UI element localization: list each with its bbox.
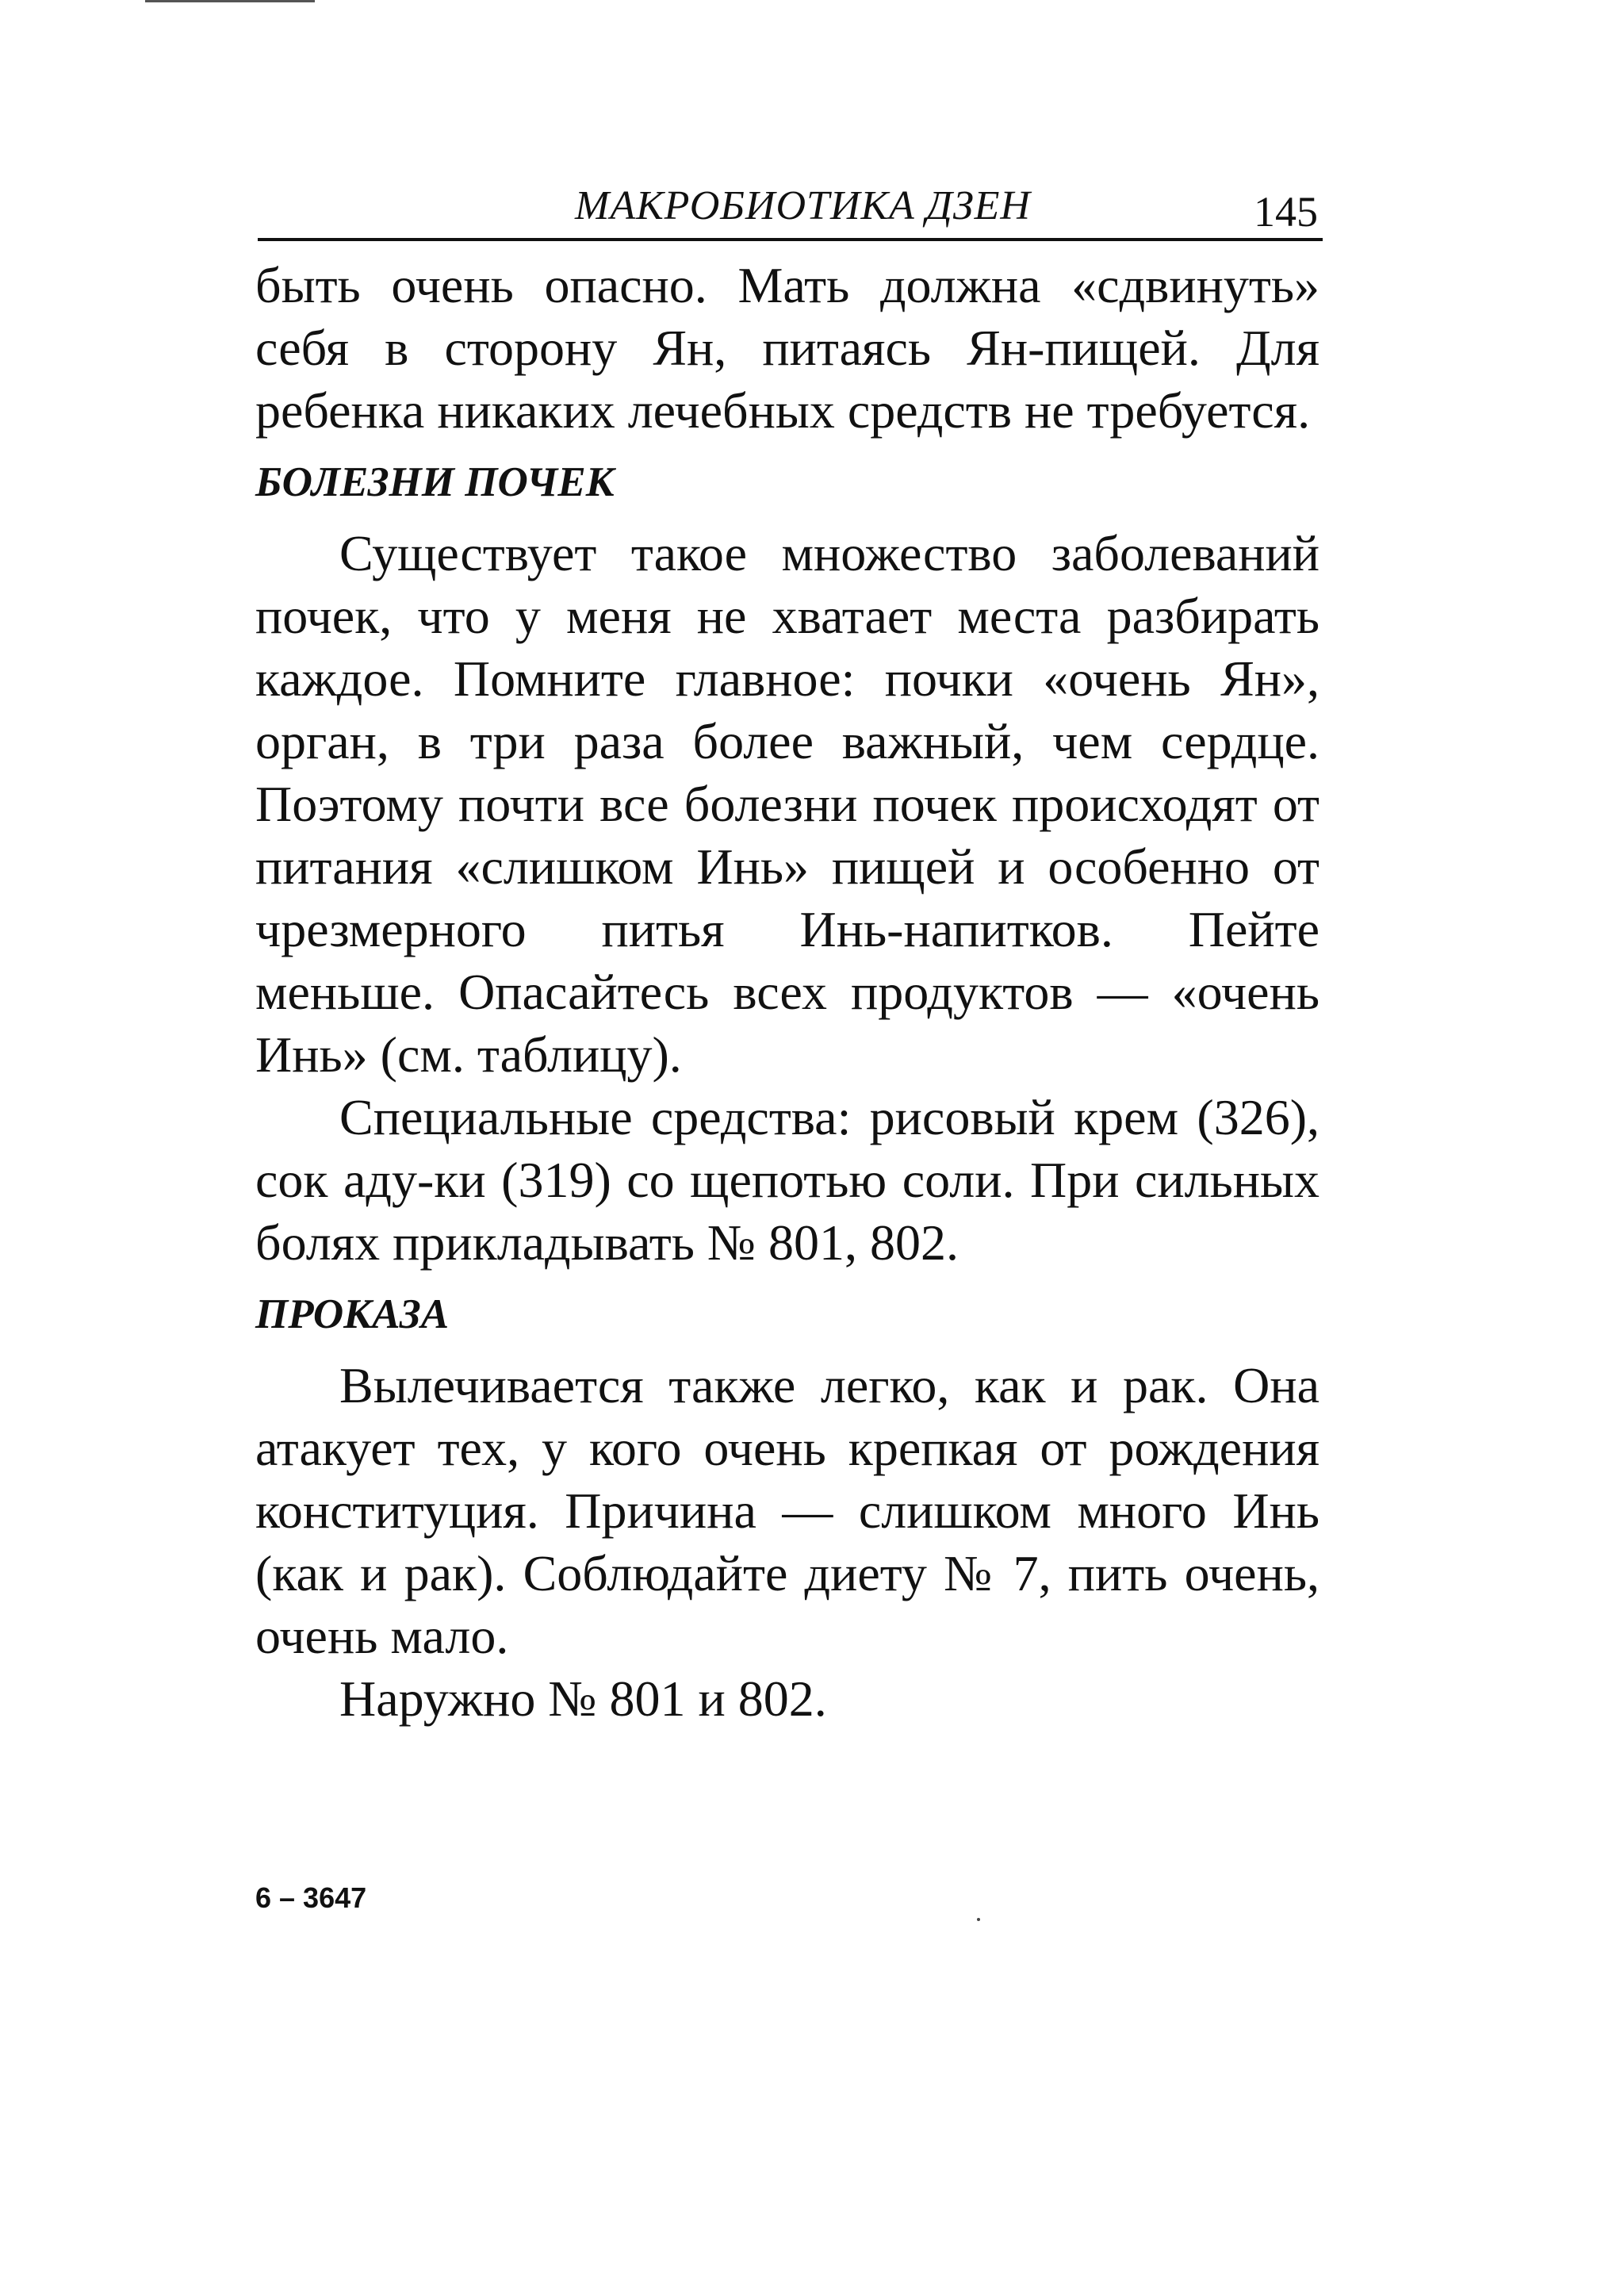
scan-speck xyxy=(977,1918,980,1921)
kidney-paragraph-1: Существует такое множество заболеваний почек, что у меня не хватает места разбирать каждое. Помните главное: почки «очень Ян», орган, в три раза более важный, чем сердце. Поэтому почти все болезни почек происходят от питания «слишком Инь» пищей и особенно от чрезмерного питья Инь-напитков. Пейте меньше. Опасайтесь всех продуктов — «очень Инь» (см. таблицу). xyxy=(255,525,1320,1083)
continued-paragraph: быть очень опасно. Мать должна «сдвинуть» себя в сторону Ян, питаясь Ян-пищей. Для ребенка никаких лечебных средств не требуется. xyxy=(255,257,1320,439)
leprosy-paragraph-1: Вылечивается также легко, как и рак. Она атакует тех, у кого очень крепкая от рождения конституция. Причина — слишком много Инь (как и рак). Соблюдайте диету № 7, пить очень, очень мало. xyxy=(255,1357,1320,1664)
top-edge-rule xyxy=(145,0,315,2)
section-heading-kidney: БОЛЕЗНИ ПОЧЕК xyxy=(255,459,615,505)
section-heading-leprosy: ПРОКАЗА xyxy=(255,1291,450,1337)
leprosy-paragraph-2: Наружно № 801 и 802. xyxy=(339,1670,827,1727)
printer-signature-mark: 6 – 3647 xyxy=(255,1881,367,1914)
page-body xyxy=(255,254,1320,1730)
kidney-paragraph-2: Специальные средства: рисовый крем (326), сок аду-ки (319) со щепотью соли. При сильных болях прикладывать № 801, 802. xyxy=(255,1089,1320,1271)
running-head-title: МАКРОБИОТИКА ДЗЕН xyxy=(575,183,1031,228)
running-head xyxy=(258,176,1323,241)
page-number: 145 xyxy=(1254,188,1318,236)
